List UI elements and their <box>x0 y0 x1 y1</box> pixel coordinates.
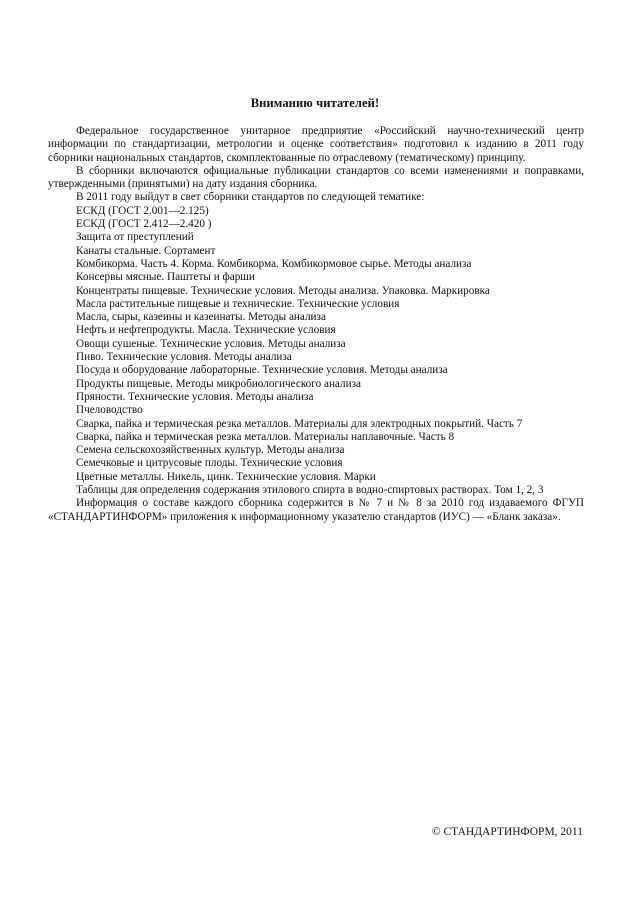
list-item: Сварка, пайка и термическая резка металлов. Материалы наплавочные. Часть 8 <box>76 430 455 443</box>
list-item: Масла растительные пищевые и технические. Технические условия <box>76 297 400 310</box>
list-item: Сварка, пайка и термическая резка металлов. Материалы для электродных покрытий. Часть 7 <box>76 417 523 430</box>
list-item: Пиво. Технические условия. Методы анализа <box>76 351 292 364</box>
list-item: Таблицы для определения содержания этилового спирта в водно-спиртовых растворах. Том 1, 2, 3 <box>76 484 544 497</box>
list-item: Консервы мясные. Паштеты и фарши <box>76 271 255 284</box>
list-item: ЕСКД (ГОСТ 2.001—2.125) <box>76 204 209 217</box>
list-item: Продукты пищевые. Методы микробиологического анализа <box>76 377 361 390</box>
list-item: ЕСКД (ГОСТ 2.412—2.420 ) <box>76 218 212 231</box>
topics-intro-paragraph: В 2011 году выйдут в свет сборники стандартов по следующей тематике: <box>76 191 425 204</box>
list-item: Пряности. Технические условия. Методы анализа <box>76 390 314 403</box>
list-item: Нефть и нефтепродукты. Масла. Технические условия <box>76 324 336 337</box>
list-item: Семечковые и цитрусовые плоды. Технические условия <box>76 457 343 470</box>
inclusion-paragraph: В сборники включаются официальные публикации стандартов со всеми изменениями и поправками, утвержденными (принятыми) на дату издания сборника. <box>48 164 584 191</box>
document-body <box>48 125 584 524</box>
list-item: Канаты стальные. Сортамент <box>76 244 216 257</box>
list-item: Концентраты пищевые. Технические условия. Методы анализа. Упаковка. Маркировка <box>76 284 490 297</box>
list-item: Семена сельскохозяйственных культур. Методы анализа <box>76 444 345 457</box>
list-item: Защита от преступлений <box>76 231 194 244</box>
list-item: Пчеловодство <box>76 404 143 417</box>
list-item: Цветные металлы. Никель, цинк. Технические условия. Марки <box>76 470 376 483</box>
collections-list <box>48 205 584 498</box>
page-title: Вниманию читателей! <box>250 96 380 110</box>
copyright-footer: © СТАНДАРТИНФОРМ, 2011 <box>431 826 583 838</box>
list-item: Овощи сушеные. Технические условия. Методы анализа <box>76 337 346 350</box>
closing-paragraph: Информация о составе каждого сборника содержится в № 7 и № 8 за 2010 год издаваемого ФГУП «СТАНДАРТИНФОРМ» приложения к информационному указателю стандартов (ИУС) — «Бланк заказа». <box>48 497 584 523</box>
list-item: Комбикорма. Часть 4. Корма. Комбикорма. Комбикормовое сырье. Методы анализа <box>76 257 472 270</box>
list-item: Посуда и оборудование лабораторные. Технические условия. Методы анализа <box>76 364 448 377</box>
intro-paragraph: Федеральное государственное унитарное предприятие «Российский научно-технический центр информации по стандартизации, метрологии и оценке соответствия» подготовил к изданию в 2011 году сборники национальных стандартов, скомплектованные по отраслевому (тематическому) принципу. <box>48 125 584 164</box>
list-item: Масла, сыры, казеины и казеинаты. Методы анализа <box>76 311 326 324</box>
